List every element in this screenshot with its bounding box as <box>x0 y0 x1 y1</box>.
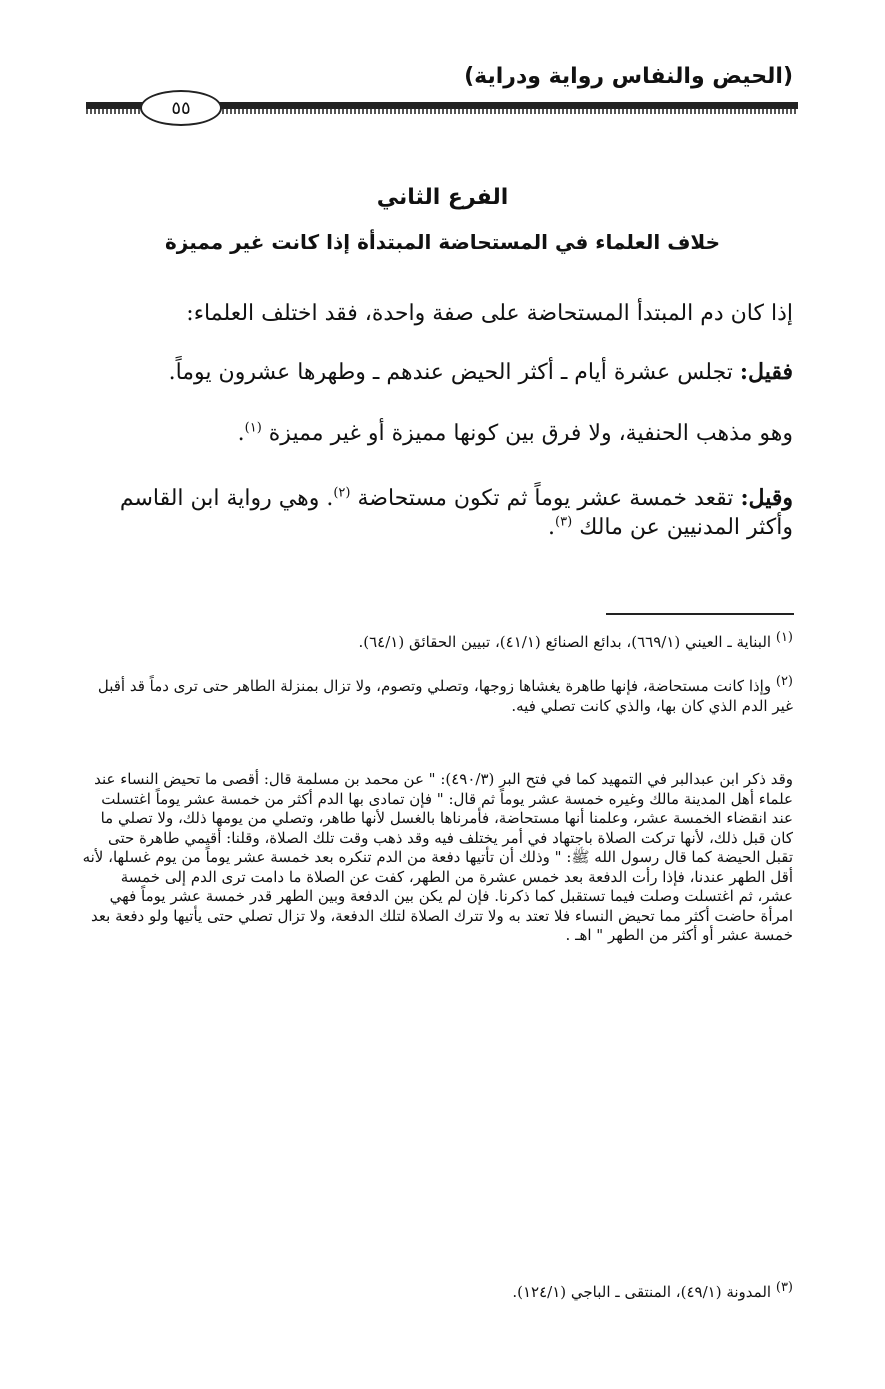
opinion-2-lead: وقيل: <box>740 485 793 511</box>
page-number-badge: ٥٥ <box>140 90 222 126</box>
footnote-ref-3[interactable]: (٣) <box>555 514 573 530</box>
footnote-3 <box>81 1280 793 1303</box>
footnote-1-text: البناية ـ العيني (٦٦٩/١)، بدائع الصنائع (٤١/١)، تبيين الحقائق (٦٤/١). <box>358 633 772 651</box>
body-paragraph-opinion-2 <box>81 484 793 542</box>
footnote-divider <box>606 613 794 615</box>
section-branch-heading: الفرع الثاني <box>376 185 509 210</box>
section-title-heading: خلاف العلماء في المستحاضة المبتدأة إذا كانت غير مميزة <box>164 230 721 254</box>
body-paragraph-hanafi <box>81 420 793 449</box>
footnote-3-number: (٣) <box>775 1280 793 1295</box>
body-paragraph-intro <box>81 300 793 329</box>
footnote-2-quotation <box>81 770 793 946</box>
opinion-1-text: تجلس عشرة أيام ـ أكثر الحيض عندهم ـ وطهرها عشرون يوماً. <box>168 360 733 385</box>
footnote-2-number: (٢) <box>775 674 793 689</box>
footnote-1 <box>81 630 793 653</box>
intro-text: إذا كان دم المبتدأ المستحاضة على صفة واحدة، فقد اختلف العلماء: <box>186 301 793 326</box>
opinion-2-end: . <box>548 514 556 540</box>
opinion-2-text-b: . وهي رواية ابن القاسم وأكثر المدنيين عن مالك <box>119 486 793 540</box>
footnote-2 <box>81 674 793 716</box>
hanafi-text: وهو مذهب الحنفية، ولا فرق بين كونها مميزة أو غير مميزة <box>268 421 793 446</box>
hanafi-end: . <box>237 421 245 446</box>
footnote-ref-2[interactable]: (٢) <box>333 485 351 501</box>
opinion-2-text-a: تقعد خمسة عشر يوماً ثم تكون مستحاضة <box>357 486 734 511</box>
running-header-title: (الحيض والنفاس رواية ودراية) <box>464 64 793 89</box>
footnote-2-text: وإذا كانت مستحاضة، فإنها طاهرة يغشاها زوجها، وتصلي وتصوم، ولا تزال بمنزلة الطاهر حتى ترى دماً قد أقبل غير الدم الذي كان بها، والذي كانت تصلي فيه. <box>97 677 793 715</box>
footnote-ref-1[interactable]: (١) <box>244 420 262 436</box>
footnote-2-quote-text: وقد ذكر ابن عبدالبر في التمهيد كما في فتح البر (٤٩٠/٣): " عن محمد بن مسلمة قال: أقصى ما تحيض النساء عند علماء أهل المدينة مالك وغيره خمسة عشر يوماً ثم قال: " فإن تمادى بها الدم أكثر من خمسة عشر يوماً اغتسلت عند انقضاء الخمسة عشر، وعلمنا أنها مستحاضة، فأمرناها بالغسل لأنها طاهر، وتصلي من يومها ذلك، ولا تصلي ما كان قبل ذلك، لأنها تركت الصلاة باجتهاد في أمر يختلف فيه وقد ذهب وقت تلك الصلاة، وقلنا: أقيمي طاهرة حتى تقبل الحيضة كما قال رسول الله ﷺ: " وذلك أن تأتيها دفعة من الدم تنكره بعد خمسة عشر يوماً من يوم غسلها، لأنه أقل الطهر عندنا، فإذا رأت الدفعة بعد خمس عشرة من الطهر، كفت عن الصلاة ما دامت ترى الدم إلى خمسة عشر، ثم اغتسلت وصلت فيما تستقبل كما ذكرنا. فإن لم يكن بين الدفعة وبين الطهر قدر خمسة عشر يوماً فهي امرأة حاضت أكثر مما تحيض النساء فلا تعتد به ولا تترك الصلاة لتلك الدفعة، ولا تزال تصلي حتى يأتيها ولو دفعة بعد خمسة عشر أو أكثر من الطهر " اهـ . <box>82 770 793 944</box>
footnote-3-text: المدونة (٤٩/١)، المنتقى ـ الباجي (١٢٤/١). <box>512 1283 772 1301</box>
body-paragraph-opinion-1 <box>81 358 793 388</box>
footnote-1-number: (١) <box>775 630 793 645</box>
opinion-1-lead: فقيل: <box>739 359 793 385</box>
